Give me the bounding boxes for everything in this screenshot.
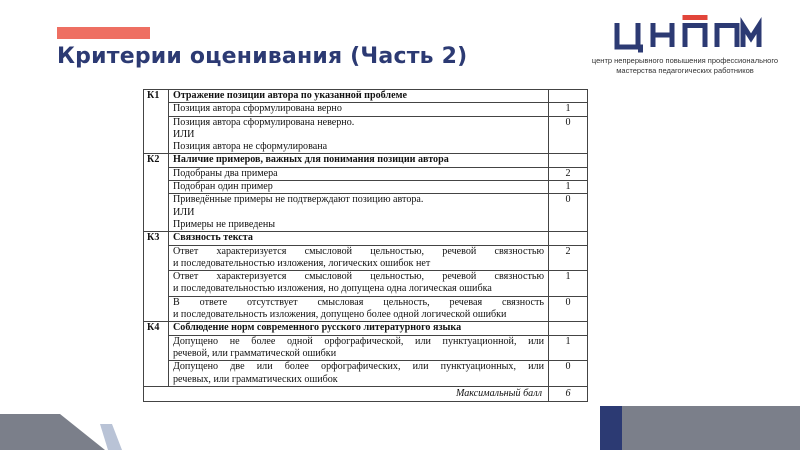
logo [580,14,790,84]
criterion-option-row [144,361,588,387]
criterion-heading-row [144,154,588,167]
criterion-option-row [144,181,588,194]
criterion-option-row [144,296,588,322]
total-score: 6 [549,386,588,401]
criterion-heading-row [144,322,588,335]
criterion-option-text [169,167,549,180]
criterion-option-line: Позиция автора сформулирована неверно. [173,116,355,128]
accent-bar [57,27,150,39]
criterion-option-line: Примеры не приведены [173,218,276,230]
criterion-heading-score-cell [549,322,588,335]
criterion-heading: Соблюдение норм современного русского литературного языка [169,322,549,335]
criterion-option-line: Допущено две или более орфографических, или пунктуационных, или [173,361,544,373]
criterion-option-line: Позиция автора сформулирована верно [173,103,342,115]
criterion-option-score: 0 [549,361,588,387]
criterion-option-text [169,103,549,116]
logo-caption-line: мастерства педагогических работников [616,66,754,75]
criterion-option-score: 1 [549,335,588,361]
criterion-option-text [169,245,549,271]
criterion-option-text [169,181,549,194]
total-label: Максимальный балл [144,386,549,401]
criterion-option-score: 1 [549,181,588,194]
criterion-option-line: и последовательностью изложения, но допущена одна логическая ошибка [173,283,492,295]
criterion-option-row [144,103,588,116]
criterion-option-score: 2 [549,245,588,271]
criterion-code: К4 [144,322,169,386]
decorative-corner-left [0,402,122,450]
criterion-option-text [169,361,549,387]
cnppm-logo-mark [613,14,763,54]
criterion-heading: Наличие примеров, важных для понимания позиции автора [169,154,549,167]
criterion-option-score: 2 [549,167,588,180]
criterion-option-score: 0 [549,296,588,322]
criterion-heading: Отражение позиции автора по указанной проблеме [169,90,549,103]
criteria-table [143,89,588,402]
criterion-heading-score-cell [549,154,588,167]
criterion-option-score: 0 [549,194,588,232]
criterion-option-text [169,116,549,154]
criterion-option-row [144,271,588,297]
criterion-heading-row [144,232,588,245]
criterion-option-text [169,296,549,322]
logo-caption [580,56,790,76]
criterion-option-row [144,194,588,232]
criterion-option-text [169,335,549,361]
criterion-option-score: 1 [549,103,588,116]
criterion-option-row [144,245,588,271]
decorative-corner-right [600,406,800,450]
total-row [144,386,588,401]
criterion-option-line: речевых, или грамматических ошибок [173,373,338,385]
criterion-heading: Связность текста [169,232,549,245]
criterion-option-line: Допущено не более одной орфографической, или пунктуационной, или [173,335,544,347]
criterion-option-line: Позиция автора не сформулирована [173,141,328,153]
criteria-table-body [144,90,588,402]
criterion-option-row [144,116,588,154]
criterion-option-line: и последовательность изложения, допущено более одной логической ошибки [173,309,507,321]
criterion-heading-row [144,90,588,103]
criterion-option-line: и последовательностью изложения, логических ошибок нет [173,257,431,269]
criterion-option-row [144,335,588,361]
criterion-code: К2 [144,154,169,232]
criterion-heading-score-cell [549,232,588,245]
criterion-option-score: 0 [549,116,588,154]
criterion-code: К3 [144,232,169,322]
page-title: Критерии оценивания (Часть 2) [57,44,468,69]
criterion-option-line: Ответ характеризуется смысловой цельностью, речевой связностью [173,245,544,257]
criterion-option-line: речевой, или грамматической ошибки [173,347,337,359]
criterion-option-line: ИЛИ [173,128,195,140]
logo-caption-line: центр непрерывного повышения профессионального [591,56,779,65]
criterion-option-text [169,271,549,297]
criterion-option-line: Подобран один пример [173,181,273,193]
criterion-option-score: 1 [549,271,588,297]
criterion-option-line: Подобраны два примера [173,167,278,179]
criterion-option-line: ИЛИ [173,206,195,218]
criterion-option-line: Приведённые примеры не подтверждают позицию автора. [173,194,424,206]
criterion-option-line: Ответ характеризуется смысловой цельностью, речевой связностью [173,271,544,283]
criterion-heading-score-cell [549,90,588,103]
criterion-option-text [169,194,549,232]
criterion-option-line: В ответе отсутствует смысловая цельность, речевая связность [173,296,544,308]
criterion-code: К1 [144,90,169,154]
criterion-option-row [144,167,588,180]
